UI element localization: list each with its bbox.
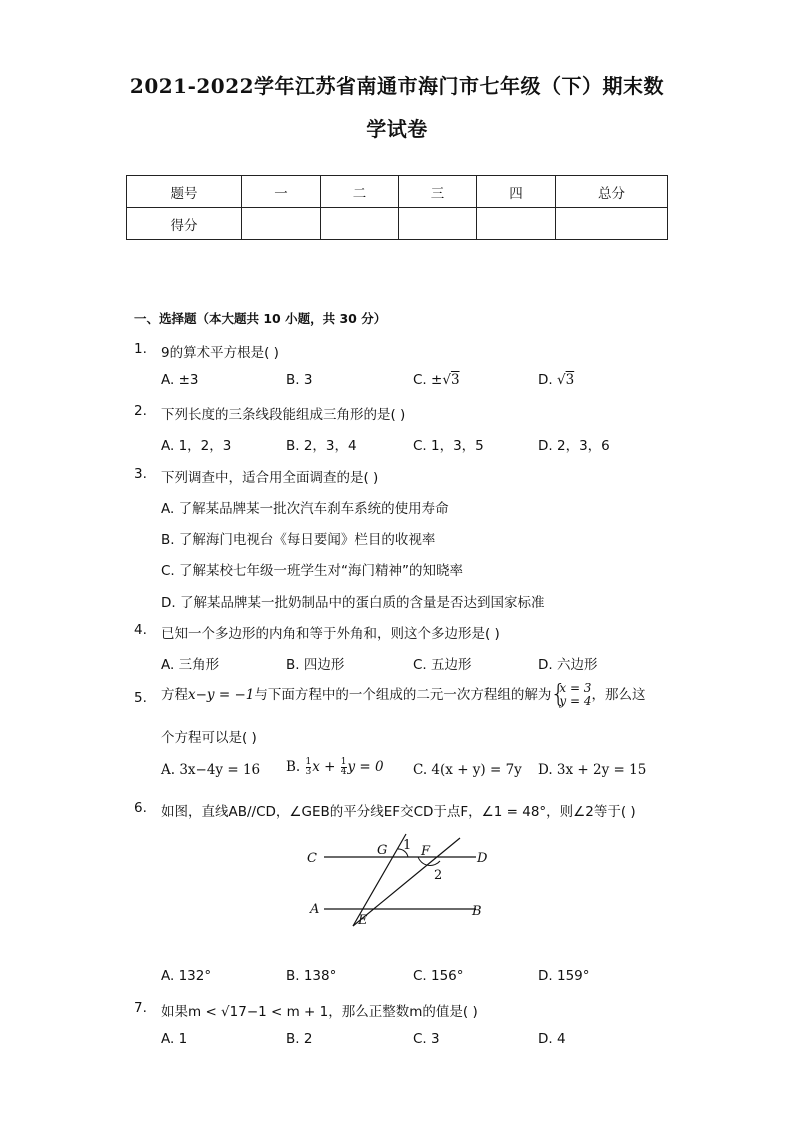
option-b[interactable]: B. 138° <box>286 968 337 984</box>
parallel-lines-figure <box>300 828 500 932</box>
option-a[interactable]: A. 了解某品牌某一批次汽车刹车系统的使用寿命 <box>161 501 449 517</box>
option-d[interactable]: D. 4 <box>538 1031 566 1047</box>
score-header-cell: 二 <box>321 176 399 208</box>
question-stem: 已知一个多边形的内角和等于外角和，则这个多边形是( ) <box>161 626 500 642</box>
option-c[interactable]: C. 156° <box>413 968 464 984</box>
label-f: F <box>421 844 431 859</box>
question-stem: 下列长度的三条线段能组成三角形的是( ) <box>161 407 406 423</box>
score-cell[interactable] <box>399 208 477 240</box>
question-stem-continued: 个方程可以是( ) <box>161 730 257 746</box>
option-d[interactable]: D. 3x + 2y = 15 <box>538 762 647 778</box>
score-header-cell: 四 <box>477 176 556 208</box>
denominator: 4 <box>340 767 347 777</box>
option-c[interactable]: C. 3 <box>413 1031 440 1047</box>
fraction <box>341 758 347 777</box>
option-c[interactable]: C. 4(x + y) = 7y <box>413 762 522 778</box>
option-b-mid: x + <box>312 759 340 775</box>
score-header-cell: 总分 <box>556 176 668 208</box>
label-d: D <box>477 851 488 866</box>
label-angle-1: 1 <box>403 838 412 853</box>
option-b[interactable]: B. 2，3，4 <box>286 438 357 454</box>
question-stem: 如果m < √17−1 < m + 1，那么正整数m的值是( ) <box>161 1004 478 1020</box>
score-cell[interactable] <box>556 208 668 240</box>
score-header-cell: 一 <box>242 176 321 208</box>
score-row-label: 得分 <box>127 208 242 240</box>
score-table-score-row <box>127 208 668 240</box>
score-header-cell: 三 <box>399 176 477 208</box>
option-c[interactable]: C. 1，3，5 <box>413 438 484 454</box>
option-a[interactable]: A. ±3 <box>161 372 199 388</box>
option-c[interactable]: C. 五边形 <box>413 657 472 673</box>
question-number: 7. <box>134 1000 147 1016</box>
option-a[interactable]: A. 132° <box>161 968 212 984</box>
option-b[interactable] <box>286 758 384 777</box>
option-c-prefix: C. ± <box>413 372 443 388</box>
option-d[interactable]: D. 2，3，6 <box>538 438 610 454</box>
question-number: 6. <box>134 800 147 816</box>
stem-part: 方程 <box>161 687 188 703</box>
label-b: B <box>472 904 482 919</box>
option-b[interactable]: B. 2 <box>286 1031 313 1047</box>
radicand: 3 <box>565 372 575 388</box>
radicand: 3 <box>450 372 460 388</box>
stem-part: ，那么这 <box>591 687 646 703</box>
option-c[interactable]: C. 了解某校七年级一班学生对“海门精神”的知晓率 <box>161 563 463 579</box>
label-e: E <box>358 913 368 928</box>
denominator: 3 <box>305 767 312 777</box>
option-b[interactable]: B. 了解海门电视台《每日要闻》栏目的收视率 <box>161 532 436 548</box>
title-line-2: 学试卷 <box>366 117 428 141</box>
question-number: 1. <box>134 341 147 357</box>
option-b-tail: y = 0 <box>347 759 384 775</box>
question-stem <box>161 682 645 708</box>
score-table-header-row <box>127 176 668 208</box>
label-g: G <box>377 843 388 858</box>
label-c: C <box>307 851 317 866</box>
option-b-prefix: B. <box>286 759 305 775</box>
score-header-cell: 题号 <box>127 176 242 208</box>
option-a[interactable]: A. 1 <box>161 1031 188 1047</box>
option-a[interactable]: A. 三角形 <box>161 657 220 673</box>
question-stem: 如图，直线AB//CD，∠GEB的平分线EF交CD于点F，∠1 = 48°，则∠2等于( ) <box>161 804 636 820</box>
numerator: 1 <box>340 757 347 767</box>
option-d[interactable]: D. √3 <box>538 372 575 388</box>
label-a: A <box>310 902 320 917</box>
score-cell[interactable] <box>242 208 321 240</box>
stem-part: 与下面方程中的一个组成的二元一次方程组的解为 <box>254 687 552 703</box>
option-d[interactable]: D. 159° <box>538 968 590 984</box>
option-b[interactable]: B. 3 <box>286 372 313 388</box>
question-number: 2. <box>134 403 147 419</box>
question-stem: 9的算术平方根是( ) <box>161 345 279 361</box>
option-b[interactable]: B. 四边形 <box>286 657 345 673</box>
score-table <box>126 175 668 240</box>
score-cell[interactable] <box>477 208 556 240</box>
question-stem: 下列调查中，适合用全面调查的是( ) <box>161 470 379 486</box>
option-a[interactable]: A. 3x−4y = 16 <box>161 762 261 778</box>
label-angle-2: 2 <box>434 868 443 883</box>
fraction <box>306 758 312 777</box>
system-line-2: y = 4 <box>559 694 592 708</box>
system-line-1: { x = 3 <box>559 681 592 695</box>
section-heading: 一、选择题（本大题共 10 小题，共 30 分） <box>134 311 387 326</box>
option-d[interactable]: D. 了解某品牌某一批奶制品中的蛋白质的含量是否达到国家标准 <box>161 595 545 611</box>
option-d[interactable]: D. 六边形 <box>538 657 598 673</box>
score-cell[interactable] <box>321 208 399 240</box>
option-a[interactable]: A. 1，2，3 <box>161 438 232 454</box>
equation-system <box>551 682 591 708</box>
question-number: 5. <box>134 690 147 706</box>
question-number: 4. <box>134 622 147 638</box>
title-line-1: 2021-2022学年江苏省南通市海门市七年级（下）期末数 <box>129 74 665 98</box>
question-number: 3. <box>134 466 147 482</box>
option-c[interactable]: C. ±√3 <box>413 372 460 388</box>
option-d-prefix: D. <box>538 372 557 388</box>
equation: x−y = −1 <box>188 687 255 703</box>
numerator: 1 <box>305 757 312 767</box>
